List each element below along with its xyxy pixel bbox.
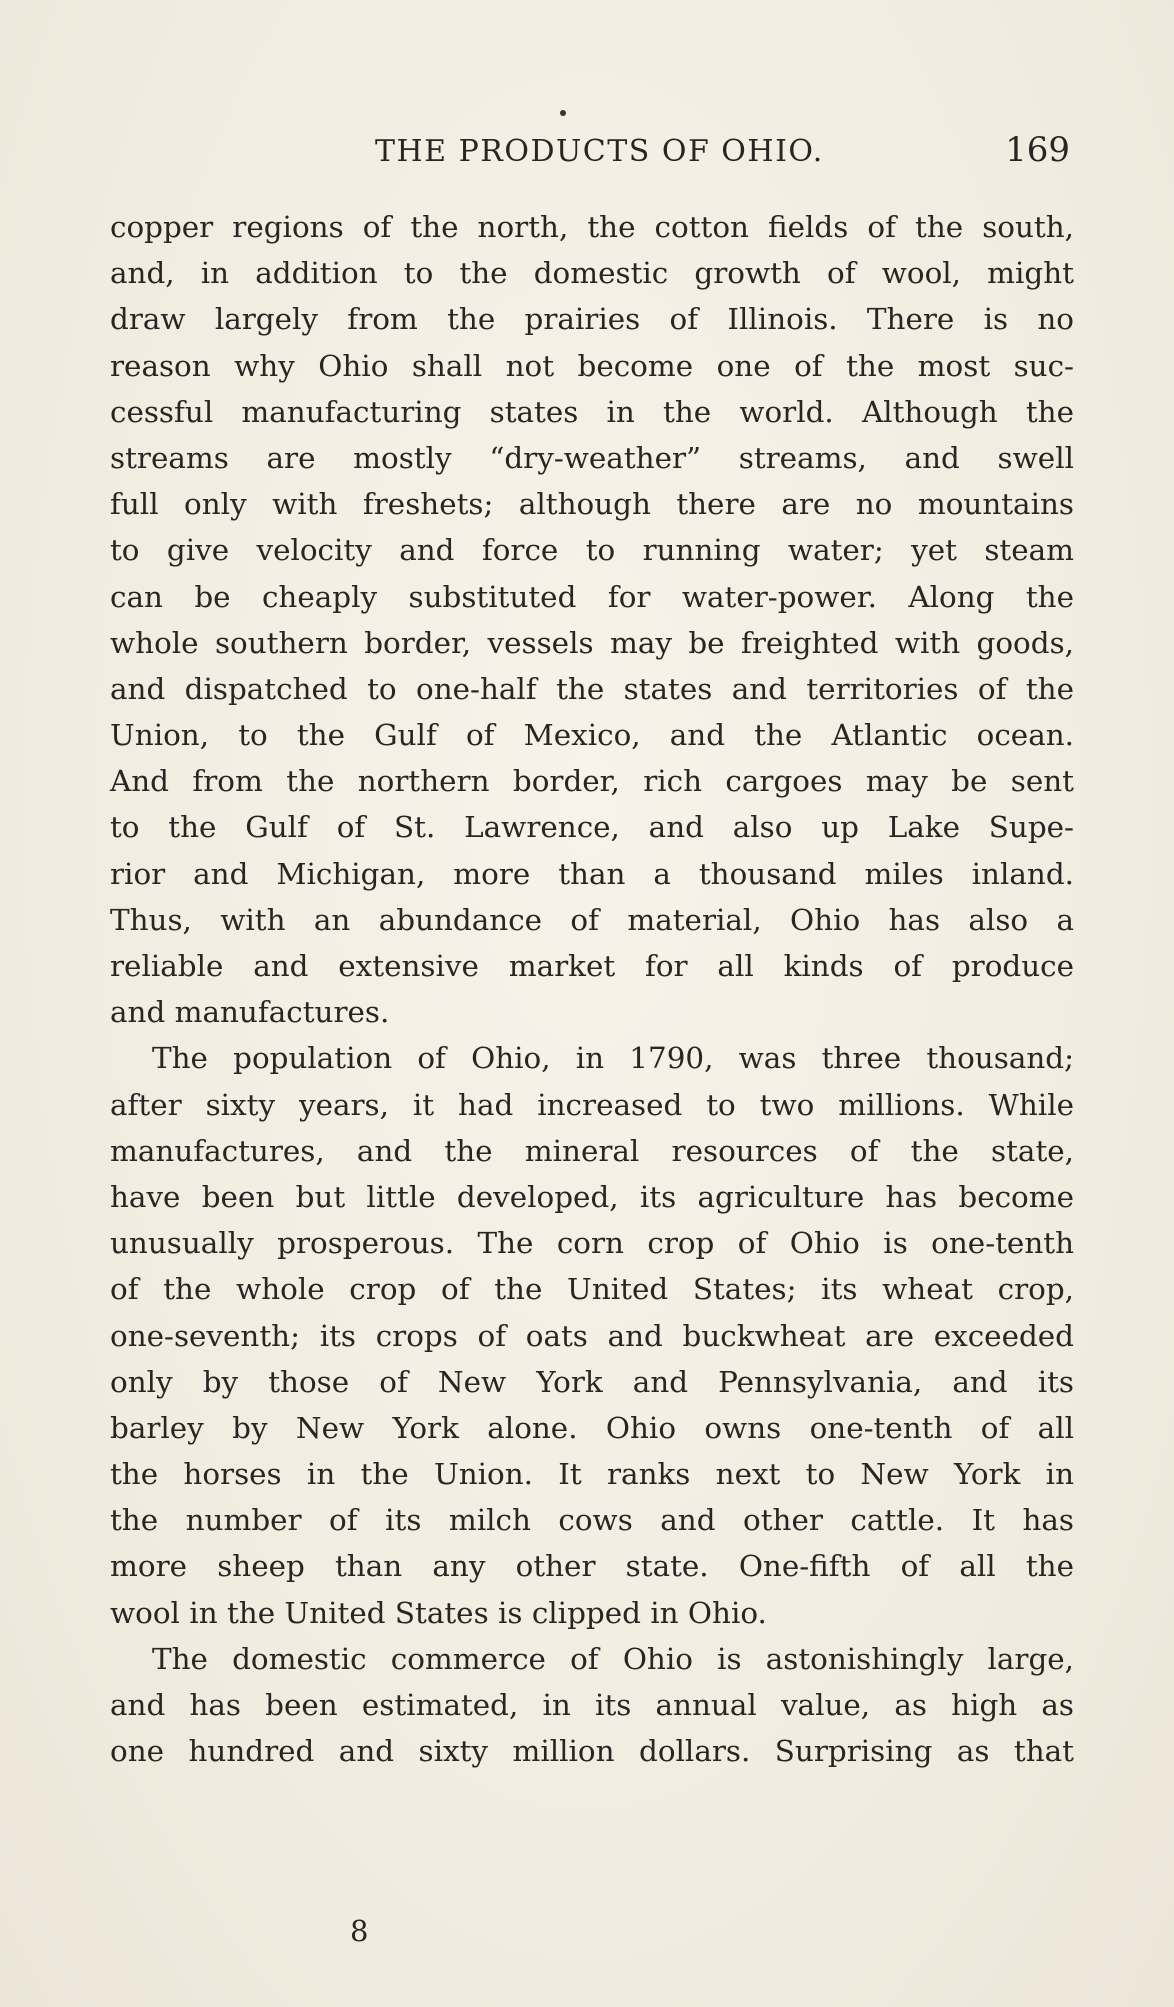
signature-mark: 8	[350, 1914, 369, 1948]
text-line: one hundred and sixty million dollars. Surprising as that	[110, 1734, 1074, 1769]
text-line: Union, to the Gulf of Mexico, and the Atlantic ocean.	[110, 718, 1074, 753]
text-line: one-seventh; its crops of oats and buckwheat are exceeded	[110, 1318, 1074, 1353]
text-line: copper regions of the north, the cotton fields of the south,	[110, 210, 1074, 244]
text-line: unusually prosperous. The corn crop of Ohio is one-tenth	[110, 1226, 1074, 1261]
text-line: rior and Michigan, more than a thousand miles inland.	[110, 856, 1074, 891]
text-line: the number of its milch cows and other cattle. It has	[110, 1503, 1074, 1538]
text-line: wool in the United States is clipped in Ohio.	[110, 1595, 767, 1630]
text-line: have been but little developed, its agriculture has become	[110, 1179, 1074, 1214]
text-line: The population of Ohio, in 1790, was three thousand;	[152, 1041, 1074, 1076]
text-line: the horses in the Union. It ranks next to New York in	[110, 1457, 1074, 1492]
body-text	[110, 204, 1074, 1774]
text-line: and dispatched to one-half the states and territories of the	[110, 671, 1074, 706]
text-line: Thus, with an abundance of material, Ohio has also a	[110, 902, 1074, 937]
text-line: manufactures, and the mineral resources of the state,	[110, 1133, 1074, 1168]
text-line: And from the northern border, rich cargoes may be sent	[110, 764, 1074, 799]
text-line: and manufactures.	[110, 995, 390, 1030]
text-line: cessful manufacturing states in the world. Although the	[110, 394, 1074, 429]
page-number: 169	[1005, 130, 1070, 170]
text-line: of the whole crop of the United States; its wheat crop,	[110, 1272, 1074, 1307]
text-line: and, in addition to the domestic growth of wool, might	[110, 256, 1074, 291]
text-line: full only with freshets; although there are no mountains	[110, 487, 1074, 522]
text-line: can be cheaply substituted for water-power. Along the	[110, 579, 1074, 614]
text-line: more sheep than any other state. One-fifth of all the	[110, 1549, 1074, 1584]
text-line: to the Gulf of St. Lawrence, and also up Lake Supe-	[110, 810, 1074, 845]
text-line: reason why Ohio shall not become one of the most suc-	[110, 348, 1074, 383]
page-header	[110, 128, 1070, 178]
ink-dot	[560, 110, 566, 116]
text-line: only by those of New York and Pennsylvania, and its	[110, 1364, 1074, 1399]
text-line: barley by New York alone. Ohio owns one-tenth of all	[110, 1410, 1074, 1445]
text-line: whole southern border, vessels may be freighted with goods,	[110, 625, 1074, 660]
text-line: reliable and extensive market for all kinds of produce	[110, 949, 1074, 983]
text-line: draw largely from the prairies of Illinois. There is no	[110, 302, 1074, 337]
text-line: streams are mostly “dry-weather” streams, and swell	[110, 440, 1074, 475]
text-line: to give velocity and force to running water; yet steam	[110, 533, 1074, 568]
text-line: and has been estimated, in its annual value, as high as	[110, 1688, 1074, 1722]
text-line: after sixty years, it had increased to two millions. While	[110, 1087, 1074, 1122]
text-line: The domestic commerce of Ohio is astonishingly large,	[152, 1641, 1074, 1676]
running-head: THE PRODUCTS OF OHIO.	[375, 134, 824, 169]
